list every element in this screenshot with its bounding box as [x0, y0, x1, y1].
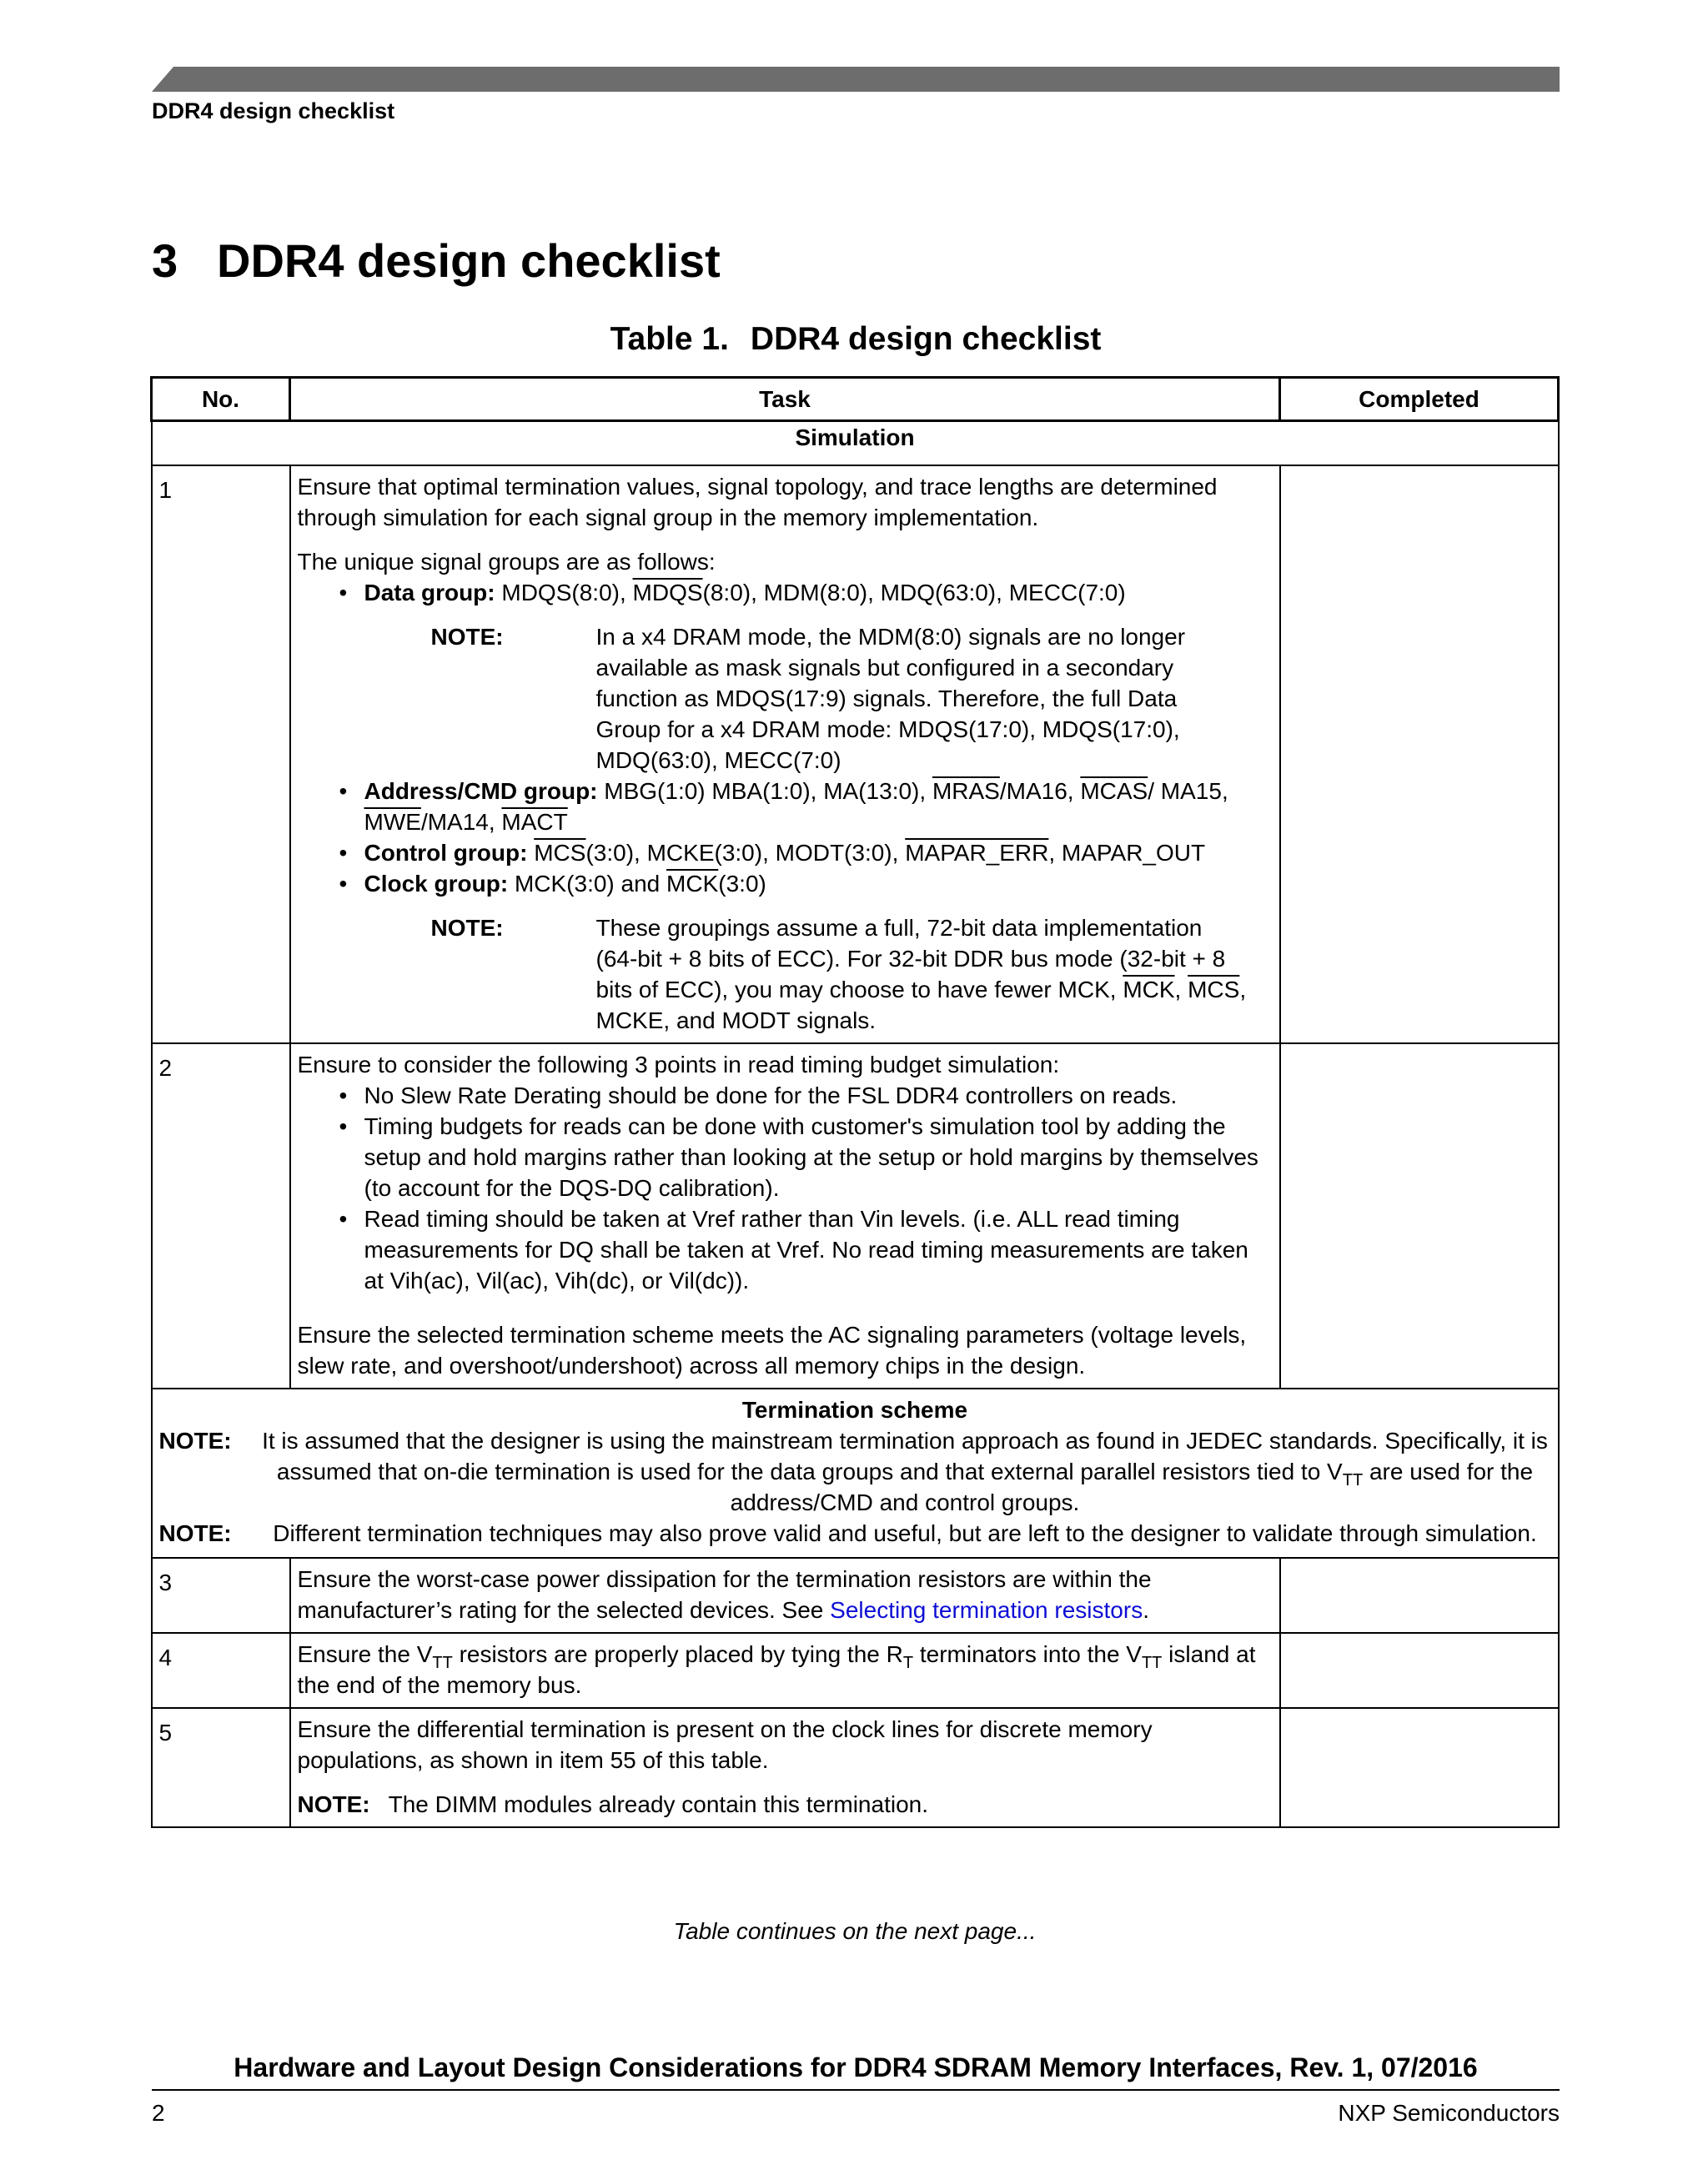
list-item: • Read timing should be taken at Vref rather than Vin levels. (i.e. ALL read timing measurements for DQ shall be taken at Vref. No read timing measurements are taken at Vih(ac), Vil(ac), Vih(dc), or Vil(dc)).: [364, 1203, 1273, 1296]
subscript: TT: [432, 1654, 453, 1672]
overlined-signal: MRAS: [932, 778, 1000, 804]
group-text: (3:0), MCKE(3:0), MODT(3:0),: [585, 840, 899, 866]
subscript: TT: [1141, 1654, 1163, 1672]
table-row: [152, 1708, 1559, 1827]
signal-group-list: [298, 776, 1273, 899]
table-row: [152, 1633, 1559, 1708]
note-label: NOTE:: [158, 1520, 232, 1546]
subscript: T: [902, 1654, 914, 1672]
overlined-signal: MDQS: [632, 580, 703, 605]
task-cell: [290, 1043, 1280, 1389]
row-number: 3: [152, 1558, 290, 1633]
section-row-termination: [152, 1389, 1559, 1558]
overlined-signal: $\overline{MCK}$: [1123, 977, 1175, 1002]
section-row-simulation: [152, 421, 1559, 466]
task-text: island at the end of the memory bus.: [297, 1641, 1256, 1698]
task-text: .: [1143, 1597, 1149, 1623]
note-text: [159, 1425, 1551, 1518]
task-text: Ensure the differential termination is present on the clock lines for discrete memory populations, as shown in item 55 of this table.: [297, 1716, 1153, 1773]
group-label: Data group:: [364, 580, 495, 605]
overlined-signal: MACT: [501, 809, 568, 835]
list-item: [364, 776, 1273, 837]
group-text: /MA14,: [420, 809, 495, 835]
overlined-signal: $\overline{MCS}$: [534, 840, 586, 866]
note-block: [298, 912, 1273, 1036]
group-text: /MA16,: [999, 778, 1074, 804]
note-text: Different termination techniques may also prove valid and useful, but are left to the designer to validate through simulation.: [273, 1520, 1537, 1546]
task-text: Ensure the worst-case power dissipation for the termination resistors are within the manufacturer’s rating for the selected devices. See: [297, 1566, 1152, 1623]
list-item: [364, 577, 1273, 608]
list-item: [364, 837, 1273, 868]
overlined-signal: $\overline{MCK}$: [666, 871, 719, 897]
table-caption-number: Table 1.: [610, 321, 729, 357]
task-text: Ensure the V: [297, 1641, 433, 1667]
completed-cell[interactable]: [1280, 1708, 1559, 1827]
table-caption-title: DDR4 design checklist: [750, 321, 1102, 357]
termination-heading: Termination scheme: [741, 1397, 968, 1423]
task-text: The unique signal groups are as follows:: [297, 549, 716, 575]
table-continues-note: Table continues on the next page...: [673, 1918, 1037, 1944]
simulation-heading: Simulation: [152, 421, 1559, 466]
note-block: [298, 1789, 1273, 1820]
group-text: MBG(1:0) MBA(1:0), MA(13:0),: [604, 778, 927, 804]
note-text: In a x4 DRAM mode, the MDM(8:0) signals are no longer available as mask signals but configured in a secondary function as MDQS(17:9) signals. Therefore, the full Data Group for a x4 DRAM mode: MDQS(17:0), MDQS(17:0), MDQ(63:0), MECC(7:0): [595, 624, 1186, 773]
note-text-part: It is assumed that the designer is using the mainstream termination approach as found in JEDEC standards. Specifically, it is assumed that on-die termination is used for the data groups and that external parallel resistors tied to V: [262, 1428, 1548, 1484]
group-text: MCK(3:0) and: [514, 871, 661, 897]
task-text: resistors are properly placed by tying the R: [452, 1641, 903, 1667]
group-text: , MAPAR_OUT: [1048, 840, 1206, 866]
section-number: 3: [152, 234, 178, 287]
row-number: 2: [152, 1043, 290, 1389]
selecting-termination-resistors-link[interactable]: Selecting termination resistors: [830, 1597, 1143, 1623]
table-header-row: [152, 378, 1559, 421]
note-block: [298, 621, 1273, 776]
header-band: [152, 67, 1560, 92]
subscript: TT: [1342, 1471, 1364, 1489]
list-item: • Timing budgets for reads can be done with customer's simulation tool by adding the setup and hold margins rather than looking at the setup or hold margins by themselves (to account for the DQS-DQ calibration).: [364, 1111, 1273, 1203]
bullet-list: [298, 1080, 1273, 1296]
note-text-part: These groupings assume a full, 72-bit data implementation (64-bit + 8 bits of ECC). For 32-bit DDR bus mode (32-bit + 8 bits of ECC), you may choose to have fewer MCK,: [595, 915, 1226, 1002]
overlined-signal: MAPAR_ERR: [905, 840, 1049, 866]
signal-group-list: [298, 577, 1273, 608]
company-name: NXP Semiconductors: [1338, 2100, 1560, 2126]
overlined-signal: $\overline{MWE}$: [364, 809, 421, 835]
header-task: Task: [290, 378, 1280, 421]
task-cell: [290, 1633, 1280, 1708]
group-text: (3:0): [718, 871, 766, 897]
group-text: MDQS(8:0),: [501, 580, 626, 605]
completed-cell[interactable]: [1280, 1633, 1559, 1708]
row-number: 1: [152, 465, 290, 1043]
note-label: NOTE:: [297, 1791, 370, 1817]
task-text: Ensure the selected termination scheme meets the AC signaling parameters (voltage levels, slew rate, and overshoot/undershoot) across all memory chips in the design.: [297, 1322, 1247, 1379]
group-label: Address/CMD group:: [364, 778, 598, 804]
note-label: NOTE:: [158, 1428, 232, 1454]
group-label: Control group:: [364, 840, 528, 866]
task-cell: [290, 465, 1280, 1043]
task-cell: [290, 1708, 1280, 1827]
completed-cell[interactable]: [1280, 465, 1559, 1043]
note-text-part: ,: [1174, 977, 1182, 1002]
row-number: 5: [152, 1708, 290, 1827]
completed-cell[interactable]: [1280, 1043, 1559, 1389]
header-completed: Completed: [1280, 378, 1559, 421]
row-number: 4: [152, 1633, 290, 1708]
page-number: 2: [152, 2100, 165, 2126]
overlined-signal: MCAS: [1080, 778, 1148, 804]
note-block: [159, 1425, 1551, 1518]
note-block: [159, 1518, 1551, 1549]
table-row: [152, 465, 1559, 1043]
task-text: Ensure that optimal termination values, signal topology, and trace lengths are determined through simulation for each signal group in the memory implementation.: [297, 474, 1218, 530]
task-text: Ensure to consider the following 3 points in read timing budget simulation:: [297, 1052, 1060, 1077]
header-no: No.: [152, 378, 290, 421]
task-text: terminators into the V: [913, 1641, 1142, 1667]
termination-block: [152, 1389, 1559, 1558]
section-title: [152, 234, 721, 288]
table-row: [152, 1558, 1559, 1633]
section-title-text: DDR4 design checklist: [217, 234, 721, 287]
group-text: / MA15,: [1148, 778, 1228, 804]
running-header: DDR4 design checklist: [152, 98, 395, 123]
note-text-part: , MCKE, and MODT signals.: [595, 977, 1247, 1033]
note-text: [596, 912, 1273, 1036]
group-label: Clock group:: [364, 871, 509, 897]
completed-cell[interactable]: [1280, 1558, 1559, 1633]
list-item: [364, 868, 1273, 899]
note-text-part: are used for the address/CMD and control groups.: [730, 1459, 1534, 1515]
table-caption: [152, 321, 1560, 358]
note-text: The DIMM modules already contain this termination.: [388, 1791, 928, 1817]
footer-divider: [152, 2089, 1560, 2091]
note-label: NOTE:: [430, 915, 504, 941]
task-cell: [290, 1558, 1280, 1633]
list-item: • No Slew Rate Derating should be done for the FSL DDR4 controllers on reads.: [364, 1080, 1273, 1111]
checklist-table: [150, 376, 1560, 1828]
note-label: NOTE:: [430, 624, 504, 650]
overlined-signal: $\overline{MCS}$: [1188, 977, 1240, 1002]
footer-document-title: Hardware and Layout Design Considerations for DDR4 SDRAM Memory Interfaces, Rev. 1, 07/2016: [234, 2052, 1478, 2082]
table-row: [152, 1043, 1559, 1389]
group-text: (8:0), MDM(8:0), MDQ(63:0), MECC(7:0): [702, 580, 1126, 605]
